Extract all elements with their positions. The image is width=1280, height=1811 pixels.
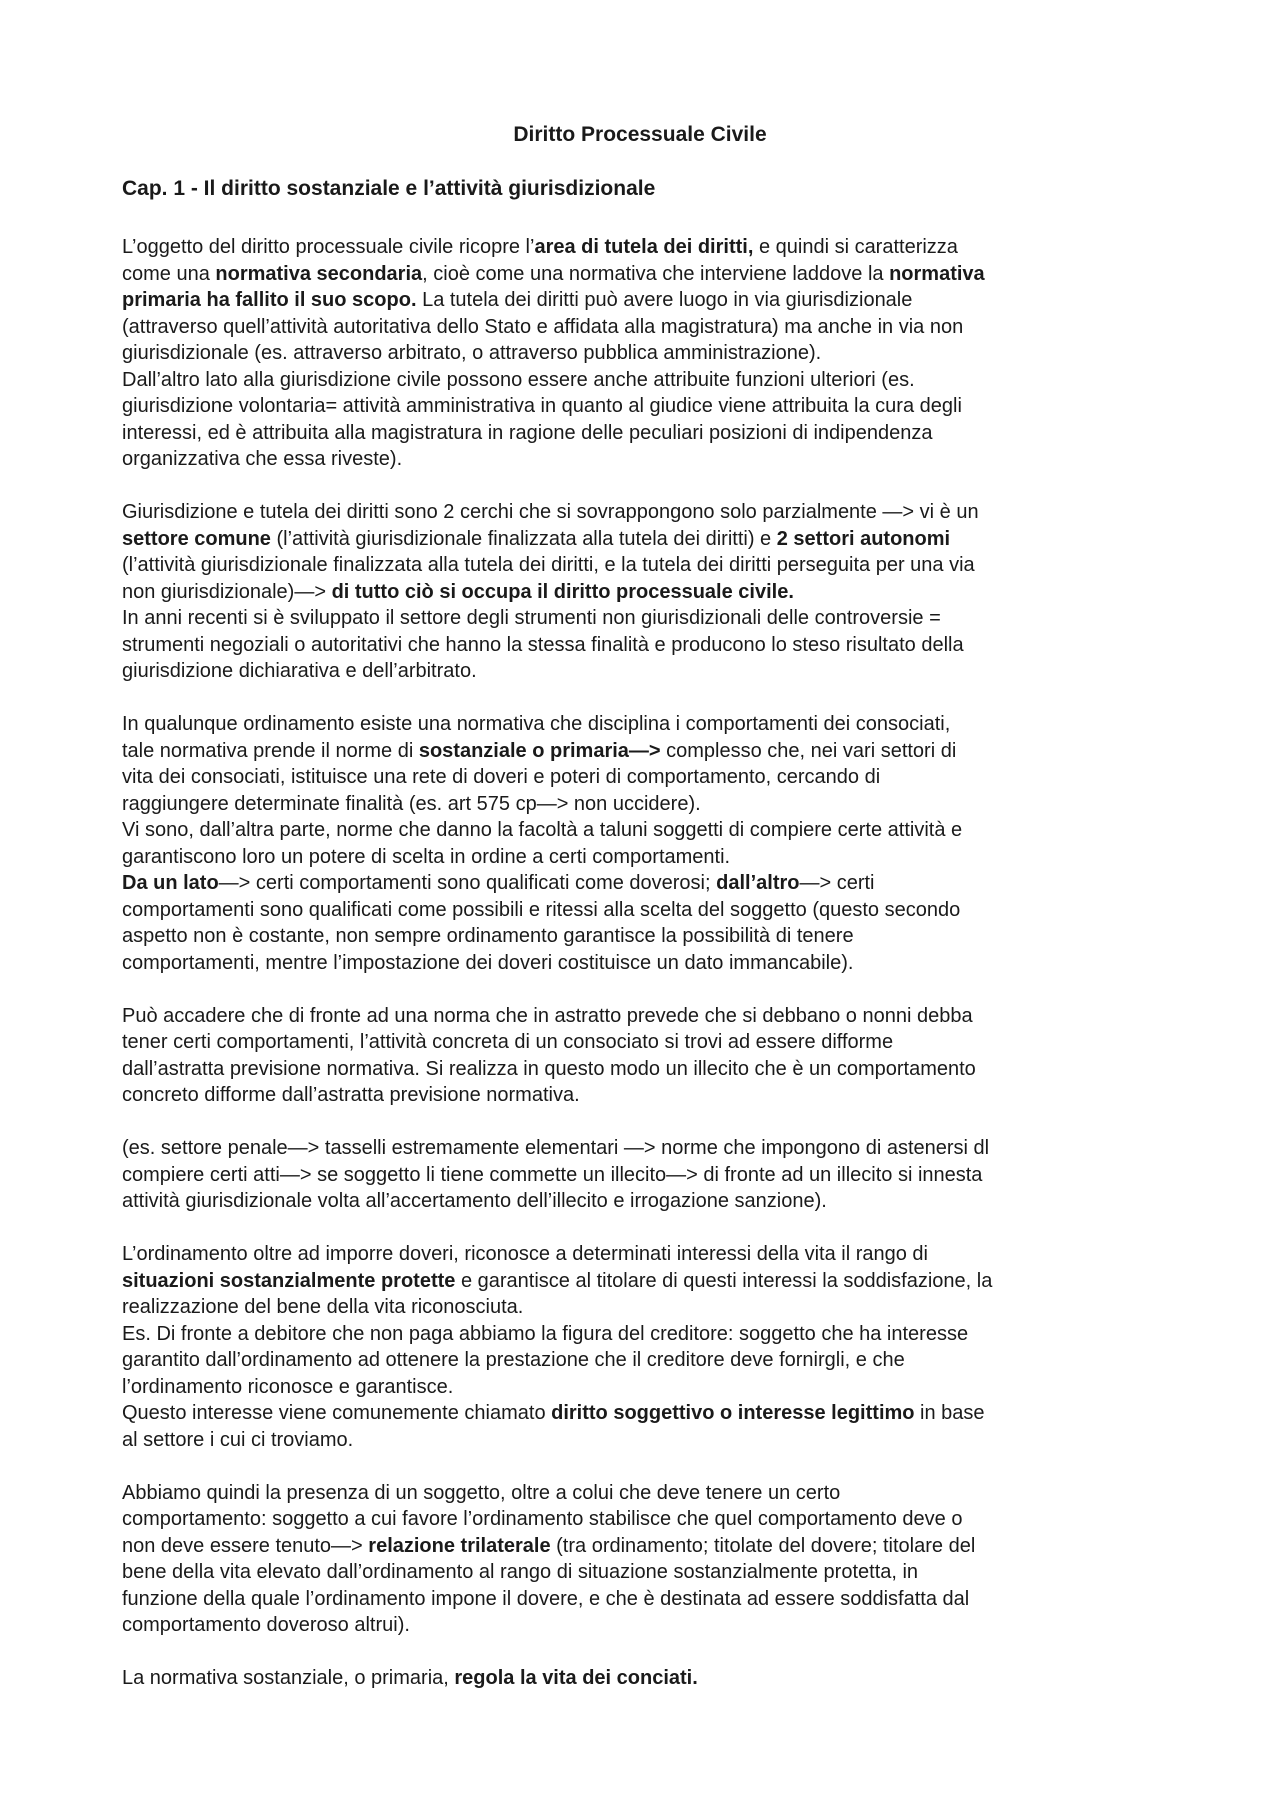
paragraph-line [122, 393, 1167, 420]
paragraph-line [122, 314, 1167, 341]
text-run: garantiscono loro un potere di scelta in ordine a certi comportamenti. [122, 845, 731, 868]
paragraph-line [122, 950, 1167, 977]
bold-text-run: normativa [889, 262, 985, 285]
paragraph [122, 1135, 1167, 1215]
paragraph-line [122, 1321, 1167, 1348]
text-run: compiere certi atti—> se soggetto li tiene commette un illecito—> di fronte ad un illecito si innesta [122, 1163, 983, 1186]
paragraph-line [122, 1586, 1167, 1613]
document-body [122, 234, 1167, 1718]
text-run: —> certi [799, 872, 875, 894]
paragraph-line [122, 340, 1167, 367]
text-run: l’ordinamento riconosce e garantisce. [122, 1375, 454, 1398]
text-run: —> certi comportamenti sono qualificati come doverosi; [218, 872, 717, 894]
paragraph-line [122, 1162, 1167, 1189]
text-run: La tutela dei diritti può avere luogo in via giurisdizionale [416, 289, 913, 311]
text-run: L’oggetto del diritto processuale civile ricopre l’ [122, 236, 535, 258]
paragraph [122, 1665, 1167, 1692]
text-run: In qualunque ordinamento esiste una normativa che disciplina i comportamenti dei consociati, [122, 713, 951, 735]
bold-text-run: 2 settori autonomi [776, 527, 951, 550]
text-run: Es. Di fronte a debitore che non paga abbiamo la figura del creditore: soggetto che ha interesse [122, 1322, 969, 1345]
paragraph-line [122, 605, 1167, 632]
paragraph-line [122, 1268, 1167, 1295]
text-run: dall’astratta previsione normativa. Si realizza in questo modo un illecito che è un comportamento [122, 1057, 976, 1080]
bold-text-run: settore comune [122, 527, 271, 550]
paragraph-line [122, 1082, 1167, 1109]
text-run: Questo interesse viene comunemente chiamato [122, 1402, 552, 1424]
text-run: tener certi comportamenti, l’attività concreta di un consociato si trovi ad essere difforme [122, 1031, 894, 1053]
text-run: organizzativa che essa riveste). [122, 448, 403, 470]
paragraph-line [122, 1241, 1167, 1268]
paragraph-line [122, 711, 1167, 738]
paragraph-line [122, 1506, 1167, 1533]
paragraph-line [122, 1612, 1167, 1639]
paragraph [122, 234, 1167, 473]
document-title: Diritto Processuale Civile [513, 123, 767, 146]
text-run: in base [914, 1402, 985, 1424]
text-run: comportamenti sono qualificati come possibili e ritessi alla scelta del soggetto (questo secondo [122, 898, 961, 921]
paragraph-line [122, 499, 1167, 526]
paragraph-line [122, 261, 1167, 288]
paragraph-line [122, 1135, 1167, 1162]
text-run: giurisdizionale (es. attraverso arbitrato, o attraverso pubblica amministrazione). [122, 342, 822, 364]
text-run: (es. settore penale—> tasselli estremamente elementari —> norme che impongono di astenersi dl [122, 1137, 990, 1159]
paragraph-line [122, 446, 1167, 473]
paragraph-line [122, 764, 1167, 791]
text-run: vita dei consociati, istituisce una rete di doveri e poteri di comportamento, cercando di [122, 766, 881, 788]
paragraph-line [122, 579, 1167, 606]
text-run: comportamento doveroso altrui). [122, 1614, 410, 1636]
paragraph [122, 711, 1167, 976]
paragraph-line [122, 420, 1167, 447]
paragraph-line [122, 367, 1167, 394]
text-run: realizzazione del bene della vita riconosciuta. [122, 1296, 524, 1318]
paragraph-line [122, 1294, 1167, 1321]
text-run: e quindi si caratterizza [753, 236, 958, 258]
paragraph-line [122, 526, 1167, 553]
paragraph-line [122, 738, 1167, 765]
text-run: La normativa sostanziale, o primaria, [122, 1667, 455, 1689]
chapter-heading: Cap. 1 - Il diritto sostanziale e l’attività giurisdizionale [122, 177, 656, 200]
text-run: bene della vita elevato dall’ordinamento al rango di situazione sostanzialmente protetta, in [122, 1561, 919, 1583]
text-run: come una [122, 262, 216, 285]
paragraph-line [122, 817, 1167, 844]
paragraph-line [122, 234, 1167, 261]
bold-text-run: diritto soggettivo o interesse legittimo [551, 1402, 915, 1424]
text-run: funzione della quale l’ordinamento impone il dovere, e che è destinata ad essere soddisfatta dal [122, 1587, 970, 1610]
paragraph-line [122, 791, 1167, 818]
text-run: L’ordinamento oltre ad imporre doveri, riconosce a determinati interessi della vita il rango di [122, 1243, 928, 1265]
text-run: non giurisdizionale)—> [122, 580, 332, 603]
text-run: (tra ordinamento; titolate del dovere; titolare del [550, 1534, 976, 1557]
text-run: e garantisce al titolare di questi interessi la soddisfazione, la [455, 1269, 993, 1292]
text-run: Può accadere che di fronte ad una norma che in astratto prevede che si debbano o nonni debba [122, 1004, 973, 1027]
text-run: concreto difforme dall’astratta previsione normativa. [122, 1084, 580, 1106]
paragraph-line [122, 1056, 1167, 1083]
bold-text-run: regola la vita dei conciati. [454, 1667, 698, 1689]
paragraph-line [122, 287, 1167, 314]
bold-text-run: di tutto ciò si occupa il diritto processuale civile. [331, 580, 794, 603]
paragraph-line [122, 1665, 1167, 1692]
text-run: interessi, ed è attribuita alla magistratura in ragione delle peculiari posizioni di indipendenza [122, 421, 933, 444]
text-run: Vi sono, dall’altra parte, norme che danno la facoltà a taluni soggetti di compiere certe attività e [122, 819, 963, 841]
text-run: comportamento: soggetto a cui favore l’ordinamento stabilisce che quel comportamento deve o [122, 1508, 963, 1530]
paragraph-line [122, 1029, 1167, 1056]
text-run: (attraverso quell’attività autoritativa dello Stato e affidata alla magistratura) ma anche in via non [122, 315, 964, 338]
bold-text-run: dall’altro [716, 872, 800, 894]
bold-text-run: normativa secondaria [215, 262, 423, 285]
text-run: comportamenti, mentre l’impostazione dei doveri costituisce un dato immancabile). [122, 951, 854, 974]
text-run: aspetto non è costante, non sempre ordinamento garantisce la possibilità di tenere [122, 925, 854, 947]
paragraph-line [122, 1188, 1167, 1215]
text-run: attività giurisdizionale volta all’accertamento dell’illecito e irrogazione sanzione). [122, 1190, 827, 1212]
paragraph-line [122, 1480, 1167, 1507]
bold-text-run: area di tutela dei diritti, [534, 236, 754, 258]
paragraph-line [122, 1533, 1167, 1560]
paragraph-line [122, 897, 1167, 924]
text-run: (l’attività giurisdizionale finalizzata alla tutela dei diritti, e la tutela dei diritti perseguita per una via [122, 554, 975, 576]
text-run: non deve essere tenuto—> [122, 1534, 369, 1557]
bold-text-run: primaria ha fallito il suo scopo. [122, 289, 417, 311]
paragraph-line [122, 870, 1167, 897]
text-run: al settore i cui ci troviamo. [122, 1428, 354, 1451]
paragraph [122, 1241, 1167, 1453]
paragraph-line [122, 632, 1167, 659]
bold-text-run: Da un lato [122, 872, 219, 894]
text-run: Abbiamo quindi la presenza di un soggetto, oltre a colui che deve tenere un certo [122, 1481, 841, 1504]
paragraph-line [122, 1347, 1167, 1374]
paragraph-line [122, 1427, 1167, 1454]
text-run: Dall’altro lato alla giurisdizione civile possono essere anche attribuite funzioni ulteriori (es. [122, 368, 915, 391]
paragraph-line [122, 1400, 1167, 1427]
paragraph-line [122, 1003, 1167, 1030]
paragraph [122, 1003, 1167, 1109]
text-run: complesso che, nei vari settori di [660, 739, 957, 762]
bold-text-run: relazione trilaterale [368, 1534, 551, 1557]
bold-text-run: situazioni sostanzialmente protette [122, 1269, 456, 1292]
text-run: giurisdizione dichiarativa e dell’arbitrato. [122, 660, 477, 682]
paragraph-line [122, 658, 1167, 685]
text-run: Giurisdizione e tutela dei diritti sono 2 cerchi che si sovrappongono solo parzialmente —> vi è un [122, 501, 979, 523]
text-run: garantito dall’ordinamento ad ottenere la prestazione che il creditore deve fornirgli, e che [122, 1349, 905, 1371]
paragraph [122, 1480, 1167, 1639]
text-run: In anni recenti si è sviluppato il settore degli strumenti non giurisdizionali delle controversie = [122, 607, 941, 629]
text-run: tale normativa prende il norme di [122, 739, 419, 762]
paragraph-line [122, 923, 1167, 950]
text-run: giurisdizione volontaria= attività amministrativa in quanto al giudice viene attribuita la cura degli [122, 395, 962, 417]
text-run: strumenti negoziali o autoritativi che hanno la stessa finalità e producono lo steso risultato della [122, 633, 964, 656]
paragraph-line [122, 1374, 1167, 1401]
text-run: (l’attività giurisdizionale finalizzata alla tutela dei diritti) e [270, 527, 777, 550]
paragraph-line [122, 552, 1167, 579]
text-run: , cioè come una normativa che interviene laddove la [422, 262, 890, 285]
bold-text-run: sostanziale o primaria—> [418, 739, 661, 762]
text-run: raggiungere determinate finalità (es. art 575 cp—> non uccidere). [122, 792, 701, 815]
paragraph [122, 499, 1167, 685]
paragraph-line [122, 1559, 1167, 1586]
paragraph-line [122, 844, 1167, 871]
